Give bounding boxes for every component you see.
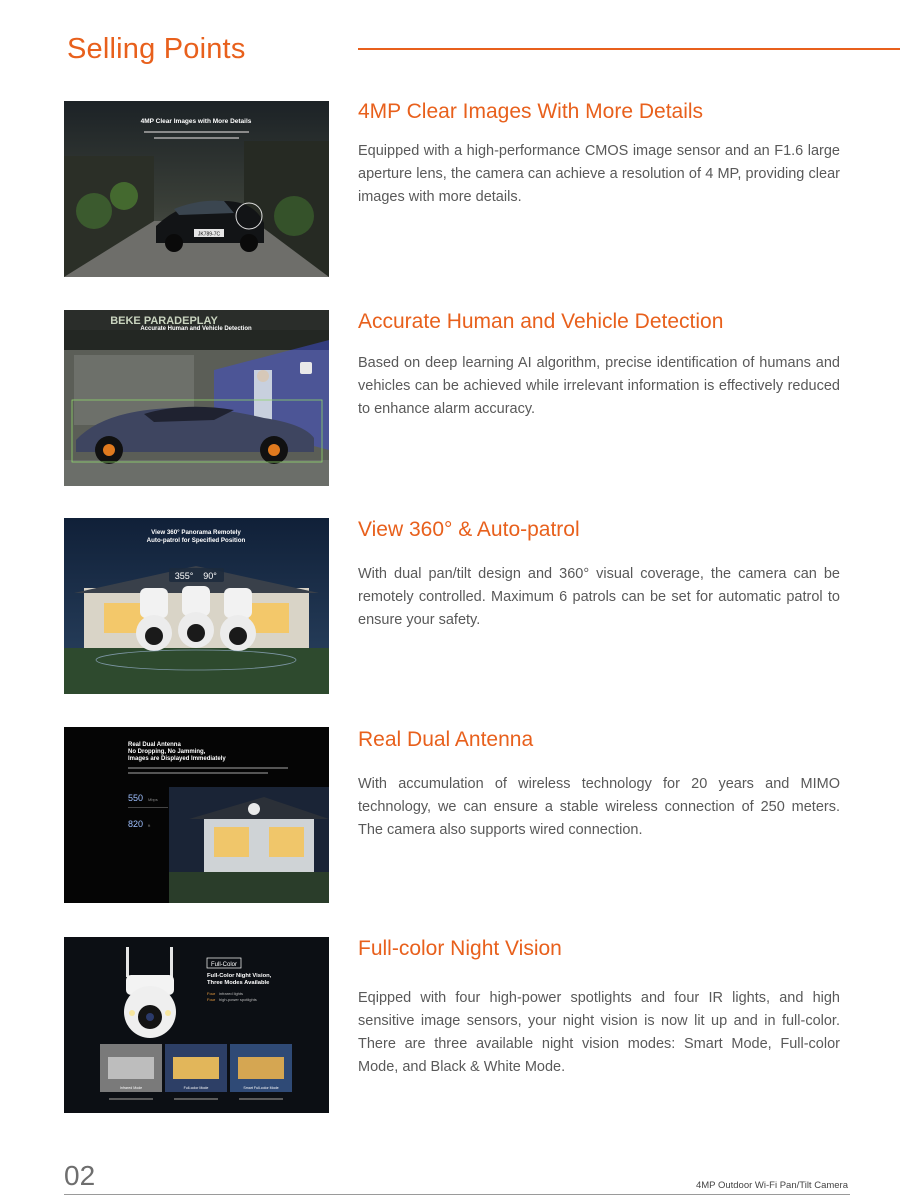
section-body: With dual pan/tilt design and 360° visual coverage, the camera can be remotely controlled. Maximum 6 patrols can be set for automatic patrol to ensure your safety. — [358, 566, 840, 628]
night-overlay-title-2: Three Modes Available — [207, 980, 270, 986]
full-color-badge: Full-Color — [210, 962, 238, 968]
antenna-illustration — [64, 727, 329, 903]
detection-overlay-title: Accurate Human and Vehicle Detection — [140, 326, 252, 332]
patrol-illustration — [64, 518, 329, 694]
mode-3-label: Smart Full-color Mode — [243, 1086, 279, 1090]
footer-product-name: 4MP Outdoor Wi-Fi Pan/Tilt Camera — [695, 1180, 848, 1191]
stat-2-unit: ft — [148, 823, 151, 828]
section-body: Equipped with a high-performance CMOS image sensor and an F1.6 large aperture lens, the camera can achieve a resolution of 4 MP, providing clear images with more details. — [358, 143, 840, 205]
stat-2-value: 820 — [128, 819, 144, 829]
section-heading: View 360° & Auto-patrol — [358, 518, 580, 541]
section-heading: 4MP Clear Images With More Details — [358, 100, 704, 123]
lights-2-text: high-power spotlights — [219, 997, 257, 1002]
mode-panel-smart — [230, 1044, 292, 1092]
stat-1-value: 550 — [128, 793, 144, 803]
plate-text: JK789-7C — [197, 231, 221, 238]
section-body: Based on deep learning AI algorithm, precise identification of humans and vehicles can be achieved while irrelevant information is effectively reduced to enhance alarm accuracy. — [358, 355, 840, 417]
section-heading: Accurate Human and Vehicle Detection — [358, 310, 724, 333]
section-body: With accumulation of wireless technology for 20 years and MIMO technology, we can ensure a stable wireless connection of 250 meters. The camera also supports wired connection. — [358, 776, 840, 838]
page-title: Selling Points — [67, 33, 246, 65]
antenna-photo — [64, 727, 329, 903]
lights-2-value: Four — [207, 997, 216, 1002]
mode-panel-full-color — [165, 1044, 227, 1092]
detection-illustration — [64, 310, 329, 486]
mode-1-label: Infrared Mode — [119, 1086, 143, 1090]
section-heading: Full-color Night Vision — [358, 937, 562, 960]
night-vision-illustration — [64, 937, 329, 1113]
section-heading: Real Dual Antenna — [358, 728, 534, 751]
night-vision-photo — [64, 937, 329, 1113]
patrol-overlay-title-1: View 360° Panorama Remotely — [151, 529, 241, 536]
page-number: 02 — [64, 1160, 96, 1191]
lights-1-text: infrared lights — [219, 991, 244, 996]
night-overlay-title-1: Full-Color Night Vision, — [207, 973, 272, 979]
shop-sign-text: BEKE PARADEPLAY — [110, 315, 218, 327]
stat-1-unit: Mbps — [148, 797, 158, 802]
antenna-overlay-title-2: No Dropping, No Jamming, — [128, 749, 206, 755]
clear-images-overlay-title: 4MP Clear Images with More Details — [140, 118, 252, 125]
lights-1-value: Four — [207, 991, 216, 996]
mode-2-label: Full-color Mode — [183, 1086, 209, 1090]
pan-readout: 355° — [174, 571, 194, 581]
patrol-photo — [64, 518, 329, 694]
antenna-overlay-title-3: Images are Displayed Immediately — [128, 756, 226, 762]
section-body: Eqipped with four high-power spotlights and four IR lights, and high sensitive image sensors, your night vision is now lit up and in full-color. There are three available night vision modes: Smart Mode, Full-color Mode, and Black & White Mode. — [358, 990, 840, 1075]
antenna-overlay-title-1: Real Dual Antenna — [128, 742, 181, 748]
patrol-overlay-title-2: Auto-patrol for Specified Position — [146, 537, 246, 544]
detection-photo — [64, 310, 329, 486]
mode-panel-infrared — [100, 1044, 162, 1092]
footer-divider — [64, 1194, 850, 1195]
tilt-readout: 90° — [203, 571, 217, 581]
